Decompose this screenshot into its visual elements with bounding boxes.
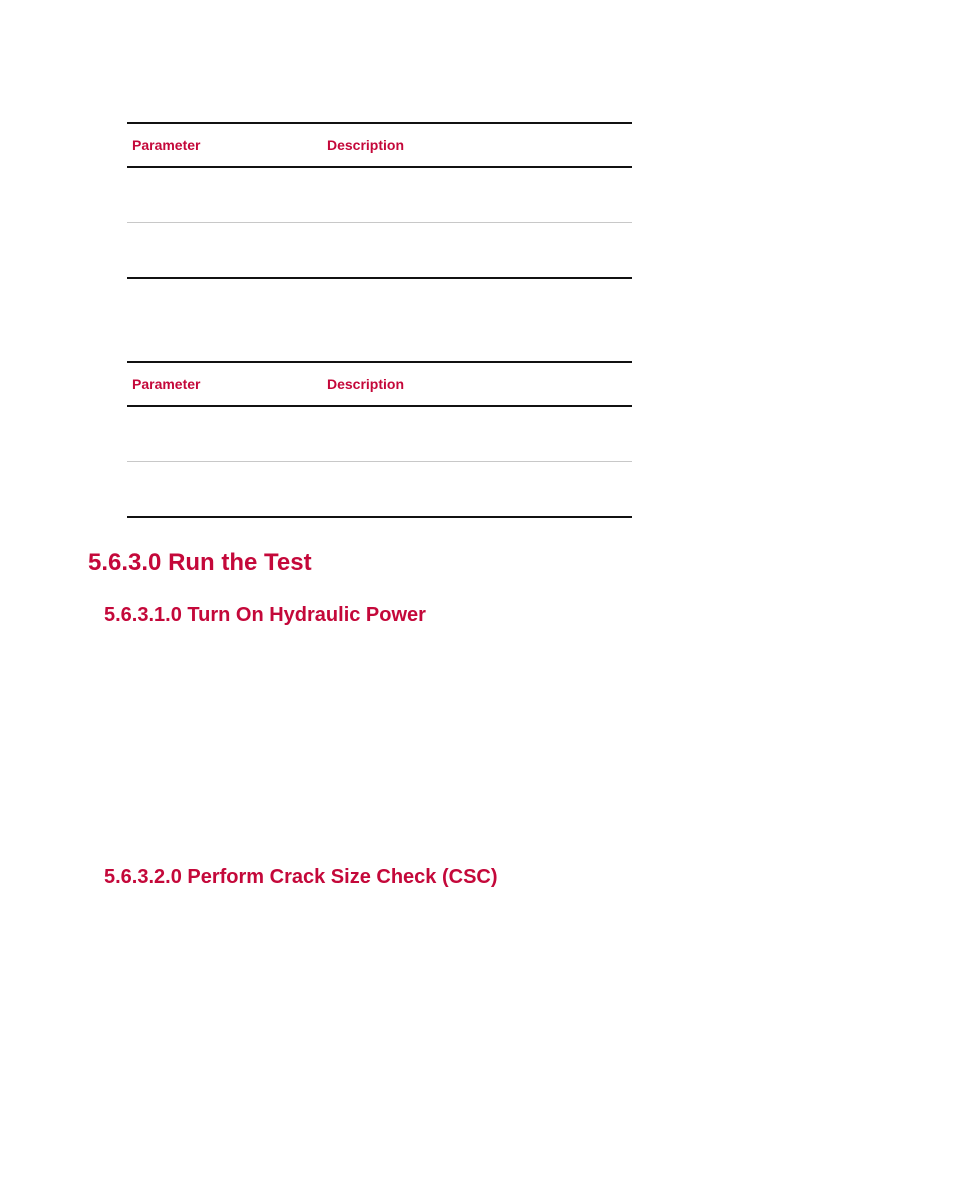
table-row [127, 406, 632, 462]
parameter-cell [127, 462, 322, 518]
parameter-cell [127, 406, 322, 462]
parameter-table-2 [127, 361, 632, 518]
parameter-cell [127, 223, 322, 279]
parameter-column-header: Parameter [127, 123, 322, 167]
subsection-heading-turn-on-hydraulic-power: 5.6.3.1.0 Turn On Hydraulic Power [104, 604, 426, 626]
section-heading-run-the-test: 5.6.3.0 Run the Test [88, 549, 312, 576]
description-cell [322, 406, 632, 462]
description-cell [322, 167, 632, 223]
table-header-row [127, 362, 632, 406]
parameter-cell [127, 167, 322, 223]
table-header-row [127, 123, 632, 167]
table-row [127, 167, 632, 223]
description-cell [322, 462, 632, 518]
table-row [127, 462, 632, 518]
parameter-table-1 [127, 122, 632, 279]
description-cell [322, 223, 632, 279]
parameter-column-header: Parameter [127, 362, 322, 406]
subsection-heading-perform-crack-size-check: 5.6.3.2.0 Perform Crack Size Check (CSC) [104, 866, 498, 888]
description-column-header: Description [322, 362, 632, 406]
table-row [127, 223, 632, 279]
description-column-header: Description [322, 123, 632, 167]
